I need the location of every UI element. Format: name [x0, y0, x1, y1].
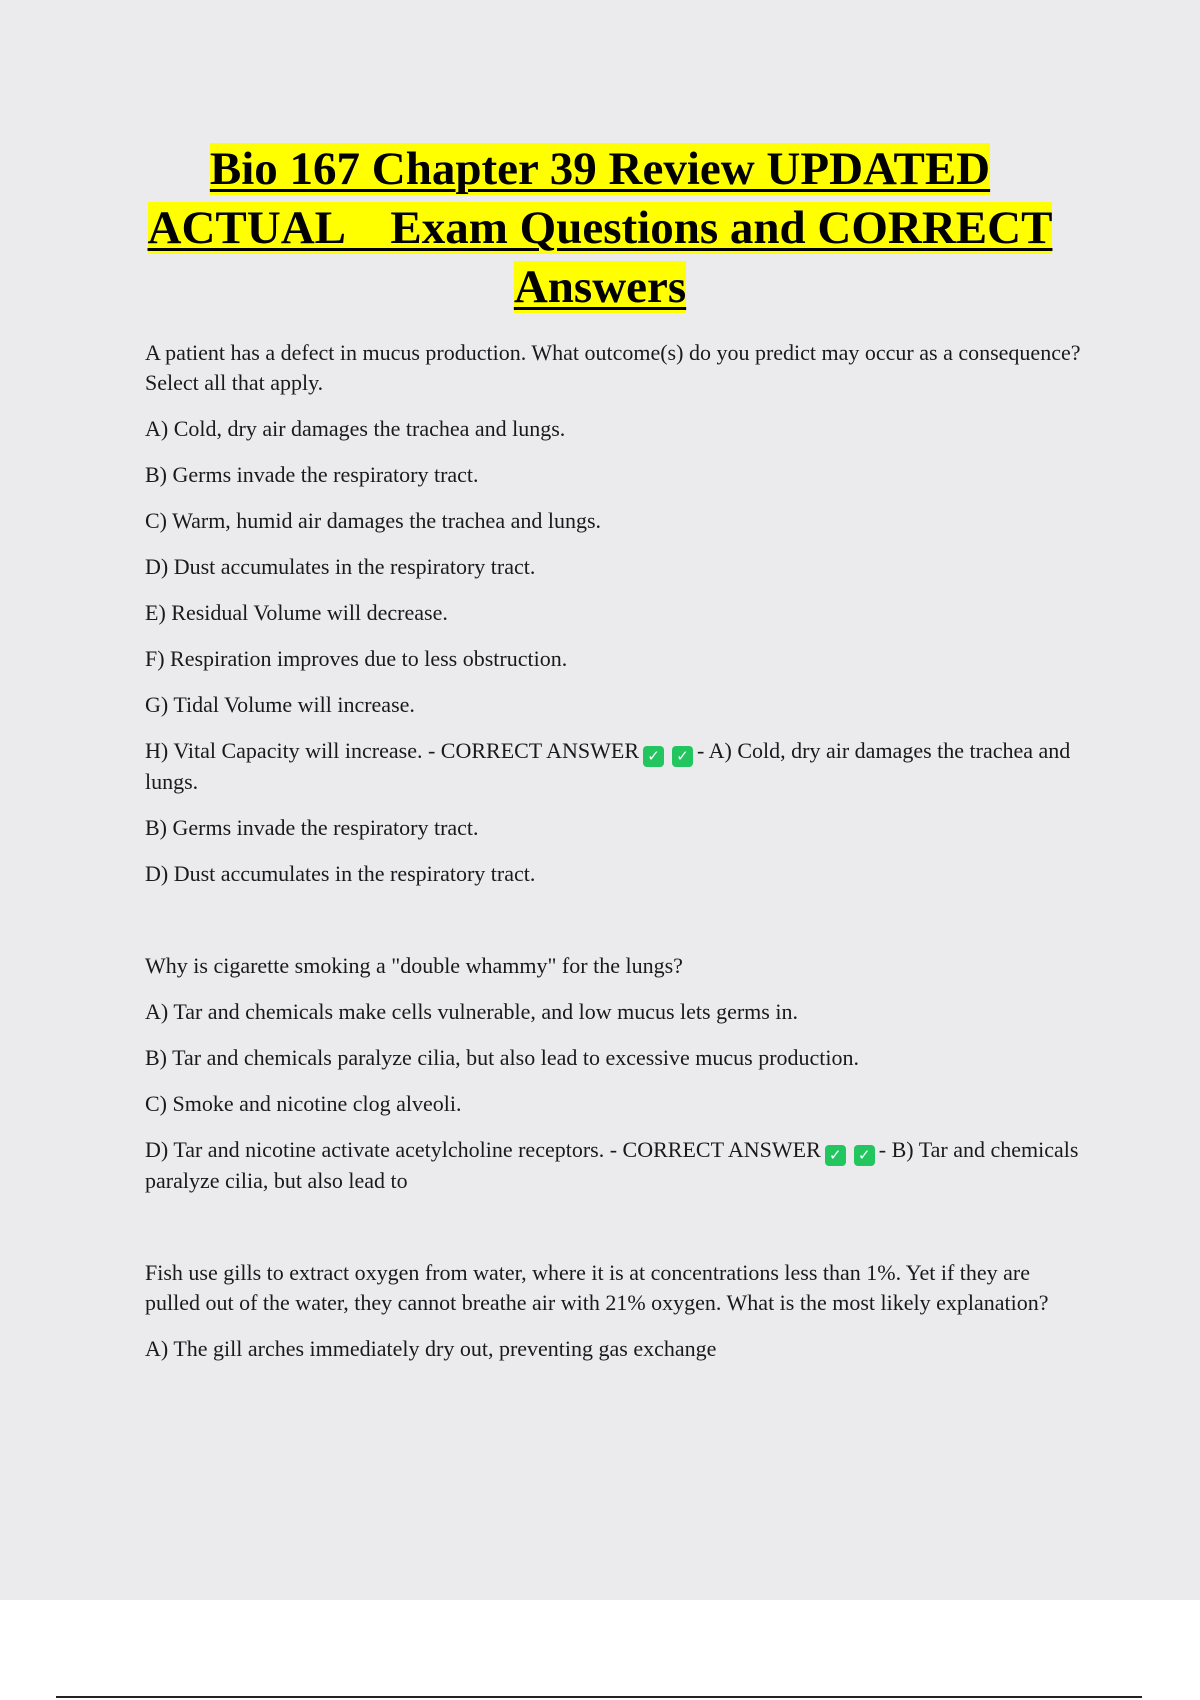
option-e: E) Residual Volume will decrease.: [145, 600, 448, 625]
question-text: Why is cigarette smoking a "double whammy" for the lungs?: [145, 953, 683, 978]
question-1: [145, 338, 1090, 889]
title-line-2: ACTUAL Exam Questions and CORRECT: [147, 202, 1053, 254]
option-g: G) Tidal Volume will increase.: [145, 692, 415, 717]
question-3: [145, 1258, 1090, 1364]
option-a: A) The gill arches immediately dry out, preventing gas exchange: [145, 1336, 717, 1361]
option-b: B) Germs invade the respiratory tract.: [145, 462, 479, 487]
question-text: A patient has a defect in mucus production. What outcome(s) do you predict may occur as a consequence? Select all that apply.: [145, 340, 1081, 395]
option-d: D) Tar and nicotine activate acetylcholine receptors. - CORRECT ANSWER: [145, 1137, 821, 1162]
option-c: C) Smoke and nicotine clog alveoli.: [145, 1091, 462, 1116]
option-c: C) Warm, humid air damages the trachea and lungs.: [145, 508, 602, 533]
option-d: D) Dust accumulates in the respiratory tract.: [145, 554, 536, 579]
document-title: [100, 140, 1100, 317]
question-2: [145, 951, 1090, 1196]
correct-answer-d: D) Dust accumulates in the respiratory tract.: [145, 861, 536, 886]
divider-line: [56, 1696, 1142, 1698]
option-a: A) Tar and chemicals make cells vulnerable, and low mucus lets germs in.: [145, 999, 798, 1024]
option-f: F) Respiration improves due to less obstruction.: [145, 646, 568, 671]
white-check-mark-icon: ✓: [643, 746, 664, 767]
correct-answer-text: - B) Tar and chemicals paralyze cilia, but also lead to: [145, 1137, 1079, 1193]
document-body: [145, 338, 1090, 1426]
option-h-with-answer: [145, 736, 1090, 797]
question-text: Fish use gills to extract oxygen from water, where it is at concentrations less than 1%. Yet if they are pulled out of the water, they cannot breathe air with 21% oxygen. What is the most likely explanation?: [145, 1260, 1049, 1315]
correct-answer-text: - A) Cold, dry air damages the trachea and lungs.: [145, 738, 1071, 794]
white-check-mark-icon: ✓: [854, 1145, 875, 1166]
title-line-3: Answers: [513, 261, 687, 313]
correct-answer-b: B) Germs invade the respiratory tract.: [145, 815, 479, 840]
title-line-1: Bio 167 Chapter 39 Review UPDATED: [209, 143, 991, 195]
option-d-with-answer: [145, 1135, 1090, 1196]
option-h: H) Vital Capacity will increase. - CORRECT ANSWER: [145, 738, 640, 763]
option-b: B) Tar and chemicals paralyze cilia, but also lead to excessive mucus production.: [145, 1045, 860, 1070]
white-check-mark-icon: ✓: [825, 1145, 846, 1166]
white-check-mark-icon: ✓: [672, 746, 693, 767]
option-a: A) Cold, dry air damages the trachea and lungs.: [145, 416, 566, 441]
